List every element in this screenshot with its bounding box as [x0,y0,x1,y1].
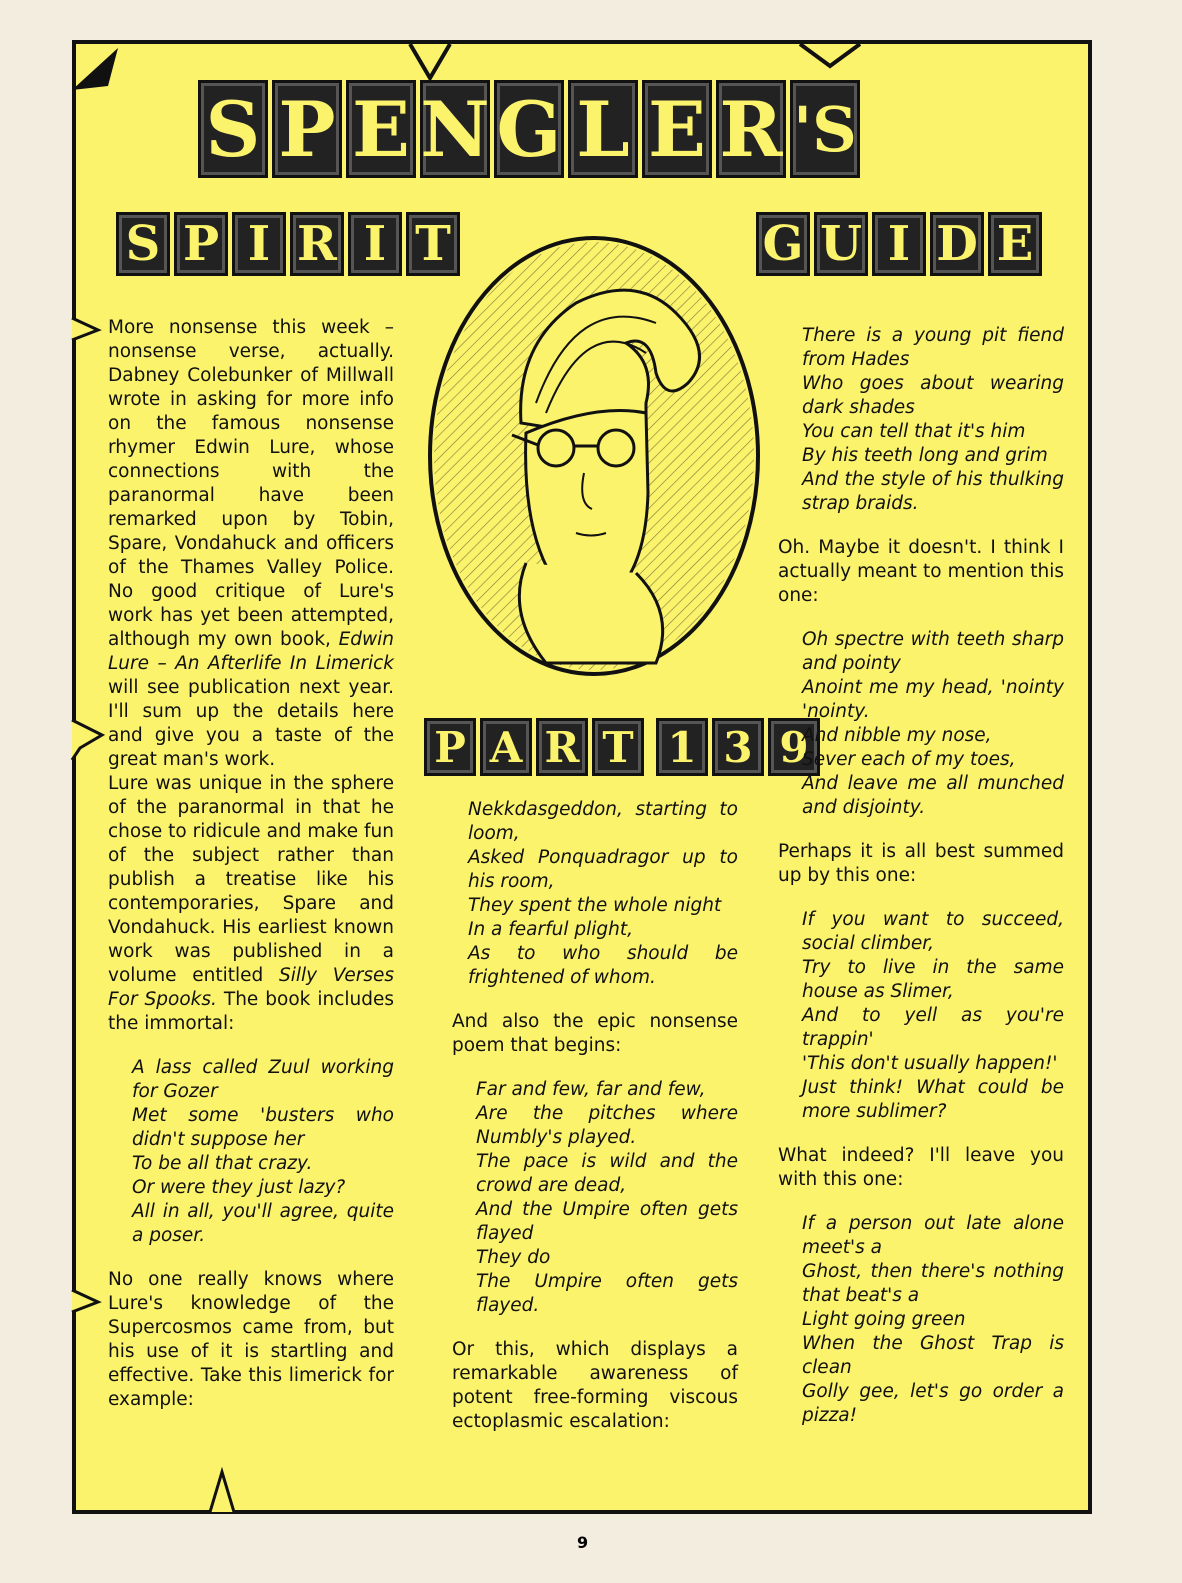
verse-line: And nibble my nose, [802,725,992,746]
paragraph: Or this, which displays a remarkable awareness of potent free-forming viscous ectoplasmic escalation: [452,1339,738,1432]
title-spirit [116,212,460,276]
title-letter: G [756,212,810,276]
title-letter: E [988,212,1042,276]
verse-line: In a fearful plight, [468,919,634,940]
title-letter: G [494,80,564,178]
verse-line: There is a young pit fiend from Hades [802,325,1064,370]
verse-line: Try to live in the same house as Slimer, [802,957,1064,1002]
part-letter: 1 [656,718,708,776]
title-letter: I [232,212,286,276]
part-letter: A [480,718,532,776]
title-letter: S [116,212,170,276]
title-letter: P [272,80,342,178]
verse-line: Anoint me my head, 'nointy 'nointy. [802,677,1064,722]
verse-line: 'This don't usually happen!' [802,1053,1058,1074]
verse-line: They do [476,1247,551,1268]
verse-line: If a person out late alone meet's a [802,1213,1064,1258]
part-letter: 9 [768,718,820,776]
paragraph: Perhaps it is all best summed up by this one: [778,841,1064,886]
verse-line: If you want to succeed, social climber, [802,909,1064,954]
title-letter: P [174,212,228,276]
verse-line: Or were they just lazy? [132,1177,346,1198]
title-letter: T [406,212,460,276]
verse-line: Far and few, far and few, [476,1079,706,1100]
verse-line: They spent the whole night [468,895,722,916]
title-spenglers [198,80,860,178]
paragraph [108,316,394,772]
verse-line: Met some 'busters who didn't suppose her [132,1105,394,1150]
column-right [778,324,1064,1428]
book-title: Edwin Lure – An Afterlife In Limerick [108,629,394,674]
part-letter: 3 [712,718,764,776]
title-letter: U [814,212,868,276]
title-letter: 'S [790,80,860,178]
limerick [802,1212,1064,1428]
paragraph: Oh. Maybe it doesn't. I think I actually meant to mention this one: [778,537,1064,606]
paragraph-text: Lure was unique in the sphere of the paranormal in that he chose to ridicule and make fun of the subject rather than publish a treatise like his contemporaries, Spare and Vondahuck. His earliest known work was published in a volume entitled [108,773,394,986]
title-letter: L [568,80,638,178]
limerick [132,1056,394,1248]
title-letter: R [290,212,344,276]
verse-line: Sever each of my toes, [802,749,1016,770]
title-letter: I [348,212,402,276]
verse-line: All in all, you'll agree, quite a poser. [132,1201,394,1246]
column-left [108,316,394,1412]
title-guide [756,212,1042,276]
verse-line: Oh spectre with teeth sharp and pointy [802,629,1064,674]
paragraph: No one really knows where Lure's knowledge of the Supercosmos came from, but his use of it is startling and effective. Take this limerick for example: [108,1269,394,1410]
part-letter: P [424,718,476,776]
limerick [468,798,738,990]
limerick [802,628,1064,820]
verse-line: And the style of his thulking strap braids. [802,469,1064,514]
column-middle [452,798,738,1434]
verse-line: You can tell that it's him [802,421,1026,442]
spengler-portrait-illustration [426,233,762,679]
verse-line: Are the pitches where Numbly's played. [476,1103,738,1148]
title-letter: D [930,212,984,276]
paragraph-text: More nonsense this week – nonsense verse, actually. Dabney Colebunker of Millwall wrote in asking for more info on the famous nonsense rhymer Edwin Lure, whose connections with the paranormal have been remarked upon by Tobin, Spare, Vondahuck and officers of the Thames Valley Police. No good critique of Lure's work has yet been attempted, although my own book, [108,317,394,650]
book-title: Silly Verses For Spooks. [108,965,394,1010]
part-letter: T [592,718,644,776]
verse-line: Who goes about wearing dark shades [802,373,1064,418]
verse-line: Just think! What could be more sublimer? [802,1077,1064,1122]
verse-line: And leave me all munched and disjointy. [802,773,1064,818]
verse-line: The pace is wild and the crowd are dead, [476,1151,738,1196]
verse-line: And to yell as you're trappin' [802,1005,1064,1050]
paragraph: What indeed? I'll leave you with this one: [778,1145,1064,1190]
verse-line: Ghost, then there's nothing that beat's a [802,1261,1064,1306]
title-letter: R [716,80,786,178]
verse-line: Asked Ponquadragor up to his room, [468,847,738,892]
paragraph: And also the epic nonsense poem that begins: [452,1011,738,1056]
verse-line: To be all that crazy. [132,1153,313,1174]
verse-line: Nekkdasgeddon, starting to loom, [468,799,738,844]
limerick [802,324,1064,516]
verse-line: As to who should be frightened of whom. [468,943,738,988]
limerick [802,908,1064,1124]
title-letter: E [346,80,416,178]
verse-line: Light going green [802,1309,966,1330]
page-number: 9 [577,1533,589,1552]
verse-line: And the Umpire often gets flayed [476,1199,738,1244]
title-letter: S [198,80,268,178]
verse-line: By his teeth long and grim [802,445,1048,466]
verse-line: When the Ghost Trap is clean [802,1333,1064,1378]
verse-line: Golly gee, let's go order a pizza! [802,1381,1064,1426]
title-letter: I [872,212,926,276]
title-letter: N [420,80,490,178]
paragraph-text: The book includes the immortal: [108,989,394,1034]
verse-line: A lass called Zuul working for Gozer [132,1057,394,1102]
poem [476,1078,738,1318]
title-letter: E [642,80,712,178]
part-number-banner [424,718,820,776]
paragraph-text: will see publication next year. I'll sum up the details here and give you a taste of the great man's work. [108,677,394,770]
verse-line: The Umpire often gets flayed. [476,1271,738,1316]
part-letter: R [536,718,588,776]
paragraph [108,772,394,1036]
